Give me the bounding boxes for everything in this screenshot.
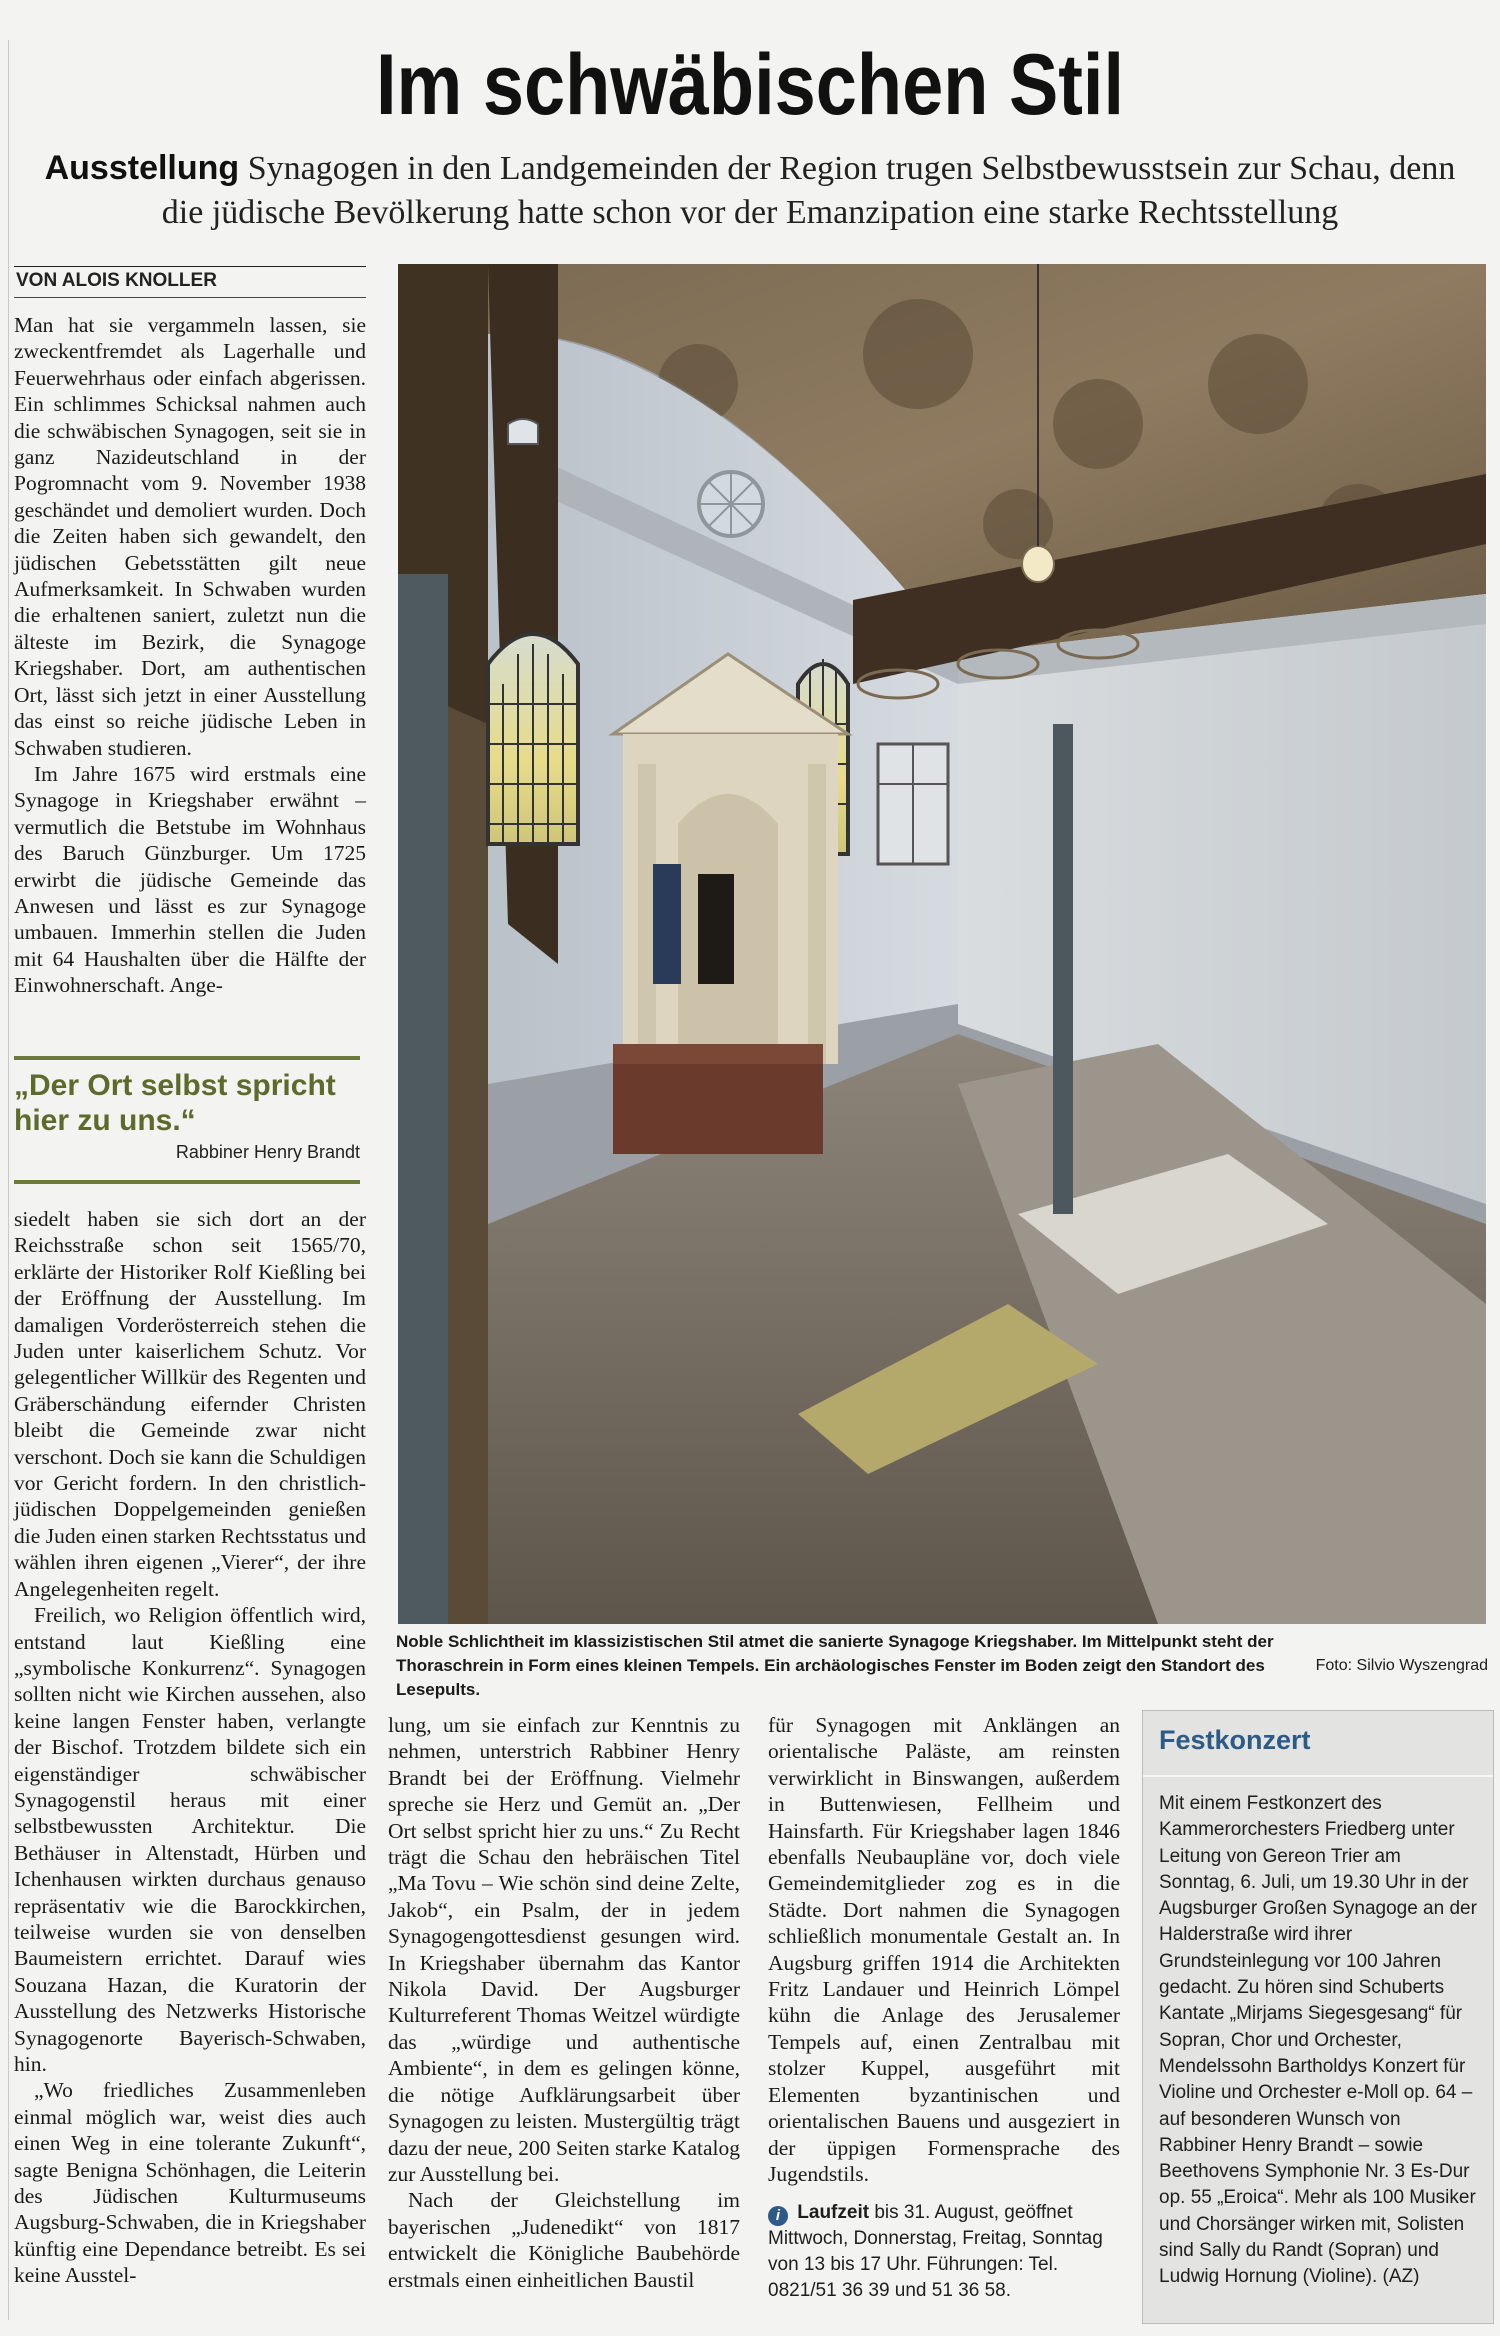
pull-quote: „Der Ort selbst spricht hier zu uns.“ xyxy=(14,1069,336,1137)
info-box-text: Mit einem Festkonzert des Kammerorchesters Friedberg unter Leitung von Gereon Trier am Sonntag, 6. Juli, um 19.30 Uhr in der Augsburger Großen Synagoge an der Halderstraße wird ihrer Grundsteinlegung vor 100 Jahren gedacht. Zu hören sind Schuberts Kantate „Mirjams Siegesgesang“ für Sopran, Chor und Orchester, Mendelssohn Bartholdys Konzert für Violine und Orchester e-Moll op. 64 – auf besonderen Wunsch von Rabbiner Henry Brandt – sowie Beethovens Symphonie Nr. 3 Es-Dur op. 55 „Eroica“. Mehr als 100 Musiker und Chorsänger wirken mit, Solisten sind Sally du Randt (Sopran) und Ludwig Hornung (Violine). (AZ) xyxy=(1159,1793,1477,2288)
pull-quote-rule-top xyxy=(14,1056,360,1060)
laufzeit-label: Laufzeit xyxy=(797,2202,870,2223)
byline-rule-bottom xyxy=(14,297,366,298)
info-box-rule xyxy=(1143,1775,1493,1777)
info-icon: i xyxy=(768,2206,788,2226)
paragraph: Nach der Gleichstellung im bayerischen „Judenedikt“ von 1817 entwickelt die Königliche Baubehörde erstmals einen einheitlichen Baustil xyxy=(388,2188,740,2292)
caption-text: Noble Schlichtheit im klassizistischen Stil atmet die sanierte Synagoge Kriegshaber. Im Mittelpunkt steht der Thoraschrein in Form eines kleinen Tempels. Ein archäologisches Fenster im Boden zeigt den Standort des Lesepults. xyxy=(396,1632,1274,1699)
info-box-title: Festkonzert xyxy=(1159,1725,1311,1755)
deck-text: Synagogen in den Landgemeinden der Region trugen Selbstbewusstsein zur Schau, denn die jüdische Bevölkerung hatte schon vor der Emanzipation eine starke Rechtsstellung xyxy=(161,150,1456,231)
paragraph: lung, um sie einfach zur Kenntnis zu nehmen, unterstrich Rabbiner Henry Brandt bei der Eröffnung. Vielmehr spreche sie Herz und Gemüt an. „Der Ort selbst spricht hier zu uns.“ Zu Recht trägt die Schau den hebräischen Titel „Ma Tovu – Wie schön sind deine Zelte, Jakob“, ein Psalm, der in jedem Synagogengottesdienst gesungen wird. In Kriegshaber übernahm das Kantor Nikola David. Der Augsburger Kulturreferent Thomas Weitzel würdigte das „würdige und authentische Ambiente“, in dem es gelingen könne, die nötige Aufklärungsarbeit über Synagogen zu leisten. Mustergültig trägt dazu der neue, 200 Seiten starke Katalog zur Ausstellung bei. xyxy=(388,1713,740,2186)
column-3 xyxy=(768,1712,1120,2187)
photo-credit: Foto: Silvio Wyszengrad xyxy=(1315,1657,1488,1674)
laufzeit-text: bis 31. August, geöffnet Mittwoch, Donnerstag, Freitag, Sonntag von 13 bis 17 Uhr. Führungen: Tel. 0821/51 36 39 und 51 36 58. xyxy=(768,2202,1103,2301)
paragraph: „Wo friedliches Zusammenleben einmal möglich war, weist dies auch einen Weg in eine tolerante Zukunft“, sagte Benigna Schönhagen, die Leiterin des Jüdischen Kulturmuseums Augsburg-Schwaben, die in Kriegshaber künftig eine Dependance betreibt. Es sei keine Ausstel- xyxy=(14,2078,366,2288)
deck xyxy=(24,146,1476,235)
paragraph: Man hat sie vergammeln lassen, sie zweckentfremdet als Lagerhalle und Feuerwehrhaus oder einfach abgerissen. Ein schlimmes Schicksal nahmen auch die schwäbischen Synagogen, seit sie in ganz Nazideutschland in der Pogromnacht vom 9. November 1938 geschändet und demoliert wurden. Doch die Zeiten haben sich gewandelt, den jüdischen Gebetsstätten gilt neue Aufmerksamkeit. In Schwaben wurden die erhaltenen saniert, zuletzt nun die älteste im Bezirk, die Synagoge Kriegshaber. Dort, am authentischen Ort, lässt sich jetzt in einer Ausstellung das einst so reiche jüdische Leben in Schwaben studieren. xyxy=(14,313,366,760)
paragraph: für Synagogen mit Anklängen an orientalische Paläste, am reinsten verwirklicht in Binswangen, außerdem in Buttenwiesen, Fellheim und Hainsfarth. Für Kriegshaber lagen 1846 ebenfalls Neubaupläne vor, doch viele Gemeindemitglieder zog es in die Städte. Dort nahmen die Synagogen schließlich monumentale Gestalt an. In Augsburg griffen 1914 die Architekten Fritz Landauer und Heinrich Lömpel kühn die Anlage des Jerusalemer Tempels auf, einen Zentralbau mit stolzer Kuppel, ausgeführt mit Elementen byzantinischen und orientalischen Bauens und ausgeziert in der üppigen Formensprache des Jugendstils. xyxy=(768,1713,1120,2186)
paragraph: Freilich, wo Religion öffentlich wird, entstand laut Kießling eine „symbolische Konkurrenz“. Synagogen sollten nicht wie Kirchen aussehen, also keine langen Fenster haben, verlangte der Bischof. Trotzdem bildete sich ein eigenständiger schwäbischer Synagogenstil heraus mit einer selbstbewussten Architektur. Die Bethäuser in Altenstadt, Hürben und Ichenhausen wirkten durchaus genauso repräsentativ wie die Barockkirchen, teilweise wurden sie von denselben Baumeistern errichtet. Darauf wies Souzana Hazan, die Kuratorin der Ausstellung des Netzwerks Historische Synagogenorte Bayerisch-Schwaben, hin. xyxy=(14,1603,366,2076)
page-edge-line xyxy=(8,40,9,2320)
festkonzert-box xyxy=(1142,1710,1494,2324)
photo-caption xyxy=(396,1630,1488,1702)
deck-kicker: Ausstellung xyxy=(44,149,240,187)
column-1-top xyxy=(14,312,366,999)
column-1-bottom xyxy=(14,1206,366,2289)
headline: Im schwäbischen Stil xyxy=(375,37,1125,133)
column-2 xyxy=(388,1712,740,2293)
paragraph: Im Jahre 1675 wird erstmals eine Synagoge in Kriegshaber erwähnt – vermutlich die Betstube im Wohnhaus des Baruch Günzburger. Um 1725 erwirbt die jüdische Gemeinde das Anwesen und lässt es zur Synagoge umbauen. Immerhin stellen die Juden mit 64 Haushalten über die Hälfte der Einwohnerschaft. Ange- xyxy=(14,761,366,998)
synagogue-photo xyxy=(398,264,1486,1624)
pull-quote-rule-bottom xyxy=(14,1180,360,1184)
paragraph: siedelt haben sie sich dort an der Reichsstraße schon seit 1565/70, erklärte der Historiker Rolf Kießling bei der Eröffnung der Ausstellung. Im damaligen Vorderösterreich stehen die Juden unter kaiserlichem Schutz. Vor gelegentlicher Willkür des Regenten und Gräberschändung eifernder Christen bleibt die Gemeinde zwar nicht verschont. Doch sie kann die Schuldigen vor Gericht fordern. In den christlich-jüdischen Doppelgemeinden genießen die Juden einen starken Rechtsstatus und wählen ihren eigenen „Vierer“, der ihre Angelegenheiten regelt. xyxy=(14,1207,366,1601)
byline-rule-top xyxy=(14,266,366,267)
exhibition-info xyxy=(768,2200,1120,2304)
pull-quote-attribution: Rabbiner Henry Brandt xyxy=(175,1142,360,1162)
byline: VON ALOIS KNOLLER xyxy=(16,270,217,291)
